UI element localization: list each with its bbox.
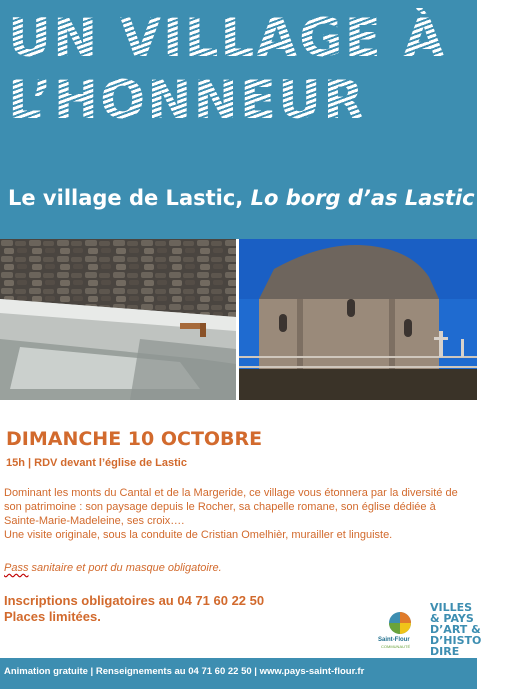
- event-date: DIMANCHE 10 OCTOBRE: [6, 428, 263, 450]
- subtitle-prefix: Le village de Lastic,: [8, 186, 251, 210]
- footer-bar: [0, 658, 477, 689]
- description-paragraph-2: Une visite originale, sous la conduite de Cristian Omelhièr, murailler et linguiste.: [4, 529, 393, 541]
- vpah-line-3: D’ART &: [430, 623, 481, 636]
- poster-title: [8, 8, 446, 132]
- saint-flour-logo-icon: [380, 609, 420, 649]
- photo-strip: [0, 239, 477, 400]
- saint-flour-logo-text: Saint-Flour: [378, 637, 410, 643]
- vpah-line-2: & PAYS: [430, 612, 474, 625]
- vpah-line-5: DIRE: [430, 645, 460, 658]
- subtitle-occitan: Lo borg d’as Lastic: [250, 186, 475, 210]
- chapel-photo: [239, 239, 477, 400]
- description-paragraph-1: Dominant les monts du Cantal et de la Margeride, ce village vous étonnera par la diversité de son patrimoine : son paysage depuis le Rocher, sa chapelle romane, son église dédiée à Sainte-Marie-Madeleine, ses croix….: [4, 487, 458, 527]
- registration-phone: Inscriptions obligatoires au 04 71 60 22 50: [4, 593, 265, 608]
- registration-info: [4, 593, 264, 625]
- title-line-2: L’HONNEUR: [8, 70, 366, 131]
- vpah-line-4: D’HISTO: [430, 634, 482, 647]
- vpah-line-1: VILLES: [430, 601, 473, 614]
- event-time-place: 15h | RDV devant l’église de Lastic: [6, 457, 187, 469]
- title-line-1: UN VILLAGE À: [8, 8, 447, 69]
- event-description: [4, 486, 472, 542]
- event-content: [0, 400, 477, 658]
- fountain-photo: [0, 239, 236, 400]
- health-pass-notice: [4, 562, 222, 574]
- pass-notice-rest: sanitaire et port du masque obligatoire.: [28, 562, 222, 574]
- saint-flour-logo-subtext: COMMUNAUTÉ: [381, 644, 411, 649]
- villes-pays-art-histoire-logo: [430, 602, 481, 657]
- footer-text: Animation gratuite | Renseignements au 04 71 60 22 50 | www.pays-saint-flour.fr: [4, 666, 365, 677]
- pass-word: Pass: [4, 562, 29, 574]
- poster-subtitle: [8, 186, 475, 210]
- limited-places: Places limitées.: [4, 609, 101, 624]
